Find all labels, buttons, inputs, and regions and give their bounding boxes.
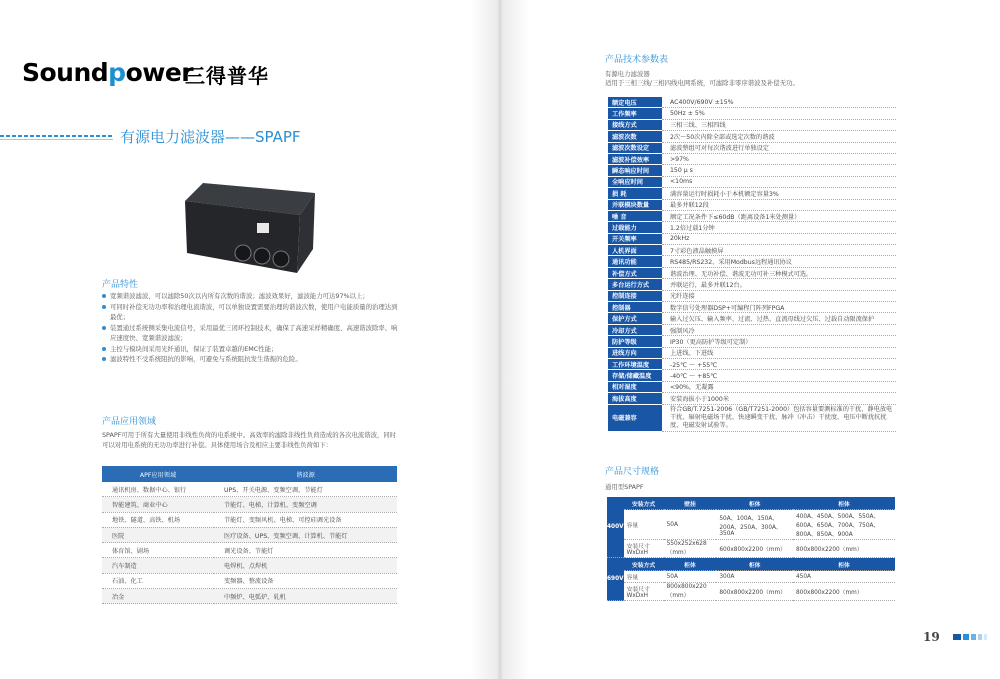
param-key: 过载能力 xyxy=(608,222,662,233)
voltage-label: 690V xyxy=(607,558,624,601)
table-row xyxy=(608,131,896,142)
param-value: 满容量运行时损耗小于本机额定容量3% xyxy=(662,188,896,199)
param-key: 噪 音 xyxy=(608,210,662,221)
table-row xyxy=(608,302,896,313)
list-item: 宽频谐波滤波，可以滤除50次以内所有次数的谐波；滤波效果好，滤波能力可达97%以上； xyxy=(102,291,402,302)
param-key: 滤波次数 xyxy=(608,131,662,142)
table-row xyxy=(608,313,896,324)
params-table xyxy=(608,97,896,432)
param-value: 50Hz ± 5% xyxy=(662,108,896,119)
application-table xyxy=(102,466,397,604)
sizes-subtitle: 通用型SPAPF xyxy=(605,483,644,491)
param-value: 输入过欠压、输入频率、过流、过热、直流母线过欠压、过载自动限流保护 xyxy=(662,313,896,324)
param-value: <10ms xyxy=(662,176,896,187)
table-row xyxy=(608,97,896,108)
features-list xyxy=(102,291,402,365)
table-row: 400V 安装方式 壁挂 柜体 柜体 xyxy=(607,497,895,510)
params-subtitle xyxy=(605,70,799,88)
table-row: 石油、化工 变频器、整流设备 xyxy=(102,573,397,588)
param-value: 符合GB/T.7251-2006（GB/T7251-2000）包括容量要测标准的干扰、静电放电干扰、辐射电磁场干扰、快速瞬变干扰、脉冲（冲击）干扰度、电压中断扰抗扰度、电磁发射试验等。 xyxy=(662,404,896,431)
table-row xyxy=(608,176,896,187)
table-row: 安装尺寸WxDxH 800x800x220（mm） 800x800x2200（mm） 800x800x2200（mm） xyxy=(607,583,895,601)
param-key: 全响应时间 xyxy=(608,176,662,187)
table-header: 谐波源 xyxy=(214,466,397,482)
param-value: 强制风冷 xyxy=(662,324,896,335)
param-value: 150 μ s xyxy=(662,165,896,176)
param-value: 谐波治理、无功补偿、谐波无功可补三种模式可选。 xyxy=(662,267,896,278)
param-key: 接线方式 xyxy=(608,119,662,130)
param-value: <90%，无凝露 xyxy=(662,381,896,392)
table-row: 容量 50A 50A、100A、150A、200A、250A、300A、350A 400A、450A、500A、550A、600A、650A、700A、750A、800A、850A、900A xyxy=(607,510,895,540)
list-item: 主控与模块间采用光纤通讯，保证了装置卓越的EMC性能； xyxy=(102,344,402,355)
param-key: 通讯功能 xyxy=(608,256,662,267)
table-row xyxy=(608,188,896,199)
table-row xyxy=(608,142,896,153)
param-value: IP30（更高防护等级可定制） xyxy=(662,336,896,347)
param-key: 工作环境温度 xyxy=(608,358,662,369)
sizes-heading: 产品尺寸规格 xyxy=(605,467,660,477)
table-row: 安装尺寸WxDxH 550x252x628（mm） 600x800x2200（mm） 800x800x2200（mm） xyxy=(607,540,895,558)
param-value: 安装海拔小于1000米 xyxy=(662,393,896,404)
param-key: 控制器 xyxy=(608,302,662,313)
table-row: 690V 安装方式 柜体 柜体 柜体 xyxy=(607,558,895,571)
param-key: 海拔高度 xyxy=(608,393,662,404)
param-value: 2次～50次内除全部或选定次数的谐波 xyxy=(662,131,896,142)
param-value: 1.2倍过载1分钟 xyxy=(662,222,896,233)
table-row xyxy=(608,370,896,381)
table-row: 体育馆、剧场 调光设备、节能灯 xyxy=(102,543,397,558)
param-value: 最多并联12段 xyxy=(662,199,896,210)
page-number: 19 xyxy=(923,630,940,644)
param-value: -40℃ ～ +85℃ xyxy=(662,370,896,381)
table-row xyxy=(608,108,896,119)
param-value: >97% xyxy=(662,153,896,164)
table-header: APF应用领域 xyxy=(102,466,214,482)
table-row xyxy=(608,324,896,335)
param-key: 额定电压 xyxy=(608,97,662,108)
table-row xyxy=(608,267,896,278)
param-value: 上进线、下进线 xyxy=(662,347,896,358)
table-row xyxy=(608,153,896,164)
list-item: 滤波特性不受系统阻抗的影响，可避免与系统阻抗发生谐振的危险。 xyxy=(102,354,402,365)
param-value: RS485/RS232、采用Modbus远程通讯协议 xyxy=(662,256,896,267)
table-row xyxy=(608,256,896,267)
param-key: 工作频率 xyxy=(608,108,662,119)
param-key: 控制连接 xyxy=(608,290,662,301)
table-row xyxy=(608,279,896,290)
table-row xyxy=(608,245,896,256)
param-value: -25℃ ～ +55℃ xyxy=(662,358,896,369)
param-key: 滤波补偿效率 xyxy=(608,153,662,164)
device-photo xyxy=(185,183,315,273)
params-sub-desc: 适用于三相三线/三相四线电网系统，可滤除非零序谐波及补偿无功。 xyxy=(605,79,799,87)
sizes-table xyxy=(607,497,895,601)
title-dash-line xyxy=(0,135,113,137)
param-key: 并联模块数量 xyxy=(608,199,662,210)
application-description: SPAPF可用于所有大量使用非线性负荷的电系统中。高效率的滤除非线性负荷造成的各次电流谐波，同时可以对用电系统的无功功率进行补偿。具体使用场合及相应主要非线性负荷如下： xyxy=(102,431,397,449)
table-row xyxy=(608,119,896,130)
page-deco-bars xyxy=(953,634,993,640)
table-row: 医院 医疗设备、UPS、变频空调、计算机、节能灯 xyxy=(102,527,397,542)
features-heading: 产品特性 xyxy=(102,280,139,290)
table-row xyxy=(608,347,896,358)
table-row xyxy=(608,336,896,347)
brand-logo: Soundpower xyxy=(22,58,194,87)
param-value: 三相三线、三相四线 xyxy=(662,119,896,130)
param-key: 损 耗 xyxy=(608,188,662,199)
param-key: 滤波次数设定 xyxy=(608,142,662,153)
table-row: 汽车制造 电焊机、点焊机 xyxy=(102,558,397,573)
param-value: 20kHz xyxy=(662,233,896,244)
param-key: 存储/储藏温度 xyxy=(608,370,662,381)
table-row xyxy=(608,199,896,210)
brand-chinese-name: 三得普华 xyxy=(185,64,269,88)
param-key: 电磁兼容 xyxy=(608,404,662,431)
param-key: 保护方式 xyxy=(608,313,662,324)
table-row: 智能建筑、商业中心 节能灯、电梯、计算机、变频空调 xyxy=(102,497,397,512)
param-value: 光纤连接 xyxy=(662,290,896,301)
application-heading: 产品应用领域 xyxy=(102,417,157,427)
table-row xyxy=(608,358,896,369)
table-row xyxy=(608,290,896,301)
param-key: 防护等级 xyxy=(608,336,662,347)
param-value: AC400V/690V ±15% xyxy=(662,97,896,108)
param-key: 人机界面 xyxy=(608,245,662,256)
param-value: 7寸彩色液晶触摸屏 xyxy=(662,245,896,256)
table-row xyxy=(608,233,896,244)
table-row xyxy=(608,393,896,404)
product-title: 有源电力滤波器——SPAPF xyxy=(120,128,301,146)
table-row: 冶金 中频炉、电弧炉、轧机 xyxy=(102,589,397,604)
param-key: 补偿方式 xyxy=(608,267,662,278)
voltage-label: 400V xyxy=(607,497,624,558)
table-row: 地铁、隧道、高铁、机场 节能灯、变频风机、电梯、可控硅调光设备 xyxy=(102,512,397,527)
param-key: 进线方向 xyxy=(608,347,662,358)
list-item: 可同时补偿无功功率和治理电流谐波，可以单独设置需要治理的谐波次数，使用户电能质量的治理达到最优； xyxy=(102,302,402,323)
table-row xyxy=(608,165,896,176)
table-row xyxy=(608,210,896,221)
table-row: 容量 50A 300A 450A xyxy=(607,571,895,583)
param-value: 并联运行，最多并联12台。 xyxy=(662,279,896,290)
table-row: 通讯机房、数据中心、银行 UPS、开关电源、变频空调、节能灯 xyxy=(102,482,397,497)
list-item: 装置通过系统侧采集电流信号，采用最优三闭环控制技术，确保了高速采样精确度、高速谐波除率、响应速度快、宽频谐波滤波； xyxy=(102,323,402,344)
params-sub-title: 有源电力滤波器 xyxy=(605,70,650,78)
page-gutter xyxy=(470,0,530,679)
param-key: 冷却方式 xyxy=(608,324,662,335)
param-key: 多台运行方式 xyxy=(608,279,662,290)
param-value: 数字信号处理器DSP+可编程门阵列FPGA xyxy=(662,302,896,313)
param-value: 滤波整组可对每次谐波进行单独设定 xyxy=(662,142,896,153)
title-underline xyxy=(0,139,113,140)
table-row xyxy=(608,381,896,392)
table-row xyxy=(608,404,896,431)
param-key: 相对湿度 xyxy=(608,381,662,392)
param-value: 额定工况条件下≤60dB（距离设备1米处测量） xyxy=(662,210,896,221)
param-key: 瞬态响应时间 xyxy=(608,165,662,176)
params-heading: 产品技术参数表 xyxy=(605,55,669,65)
param-key: 开关频率 xyxy=(608,233,662,244)
table-row xyxy=(608,222,896,233)
